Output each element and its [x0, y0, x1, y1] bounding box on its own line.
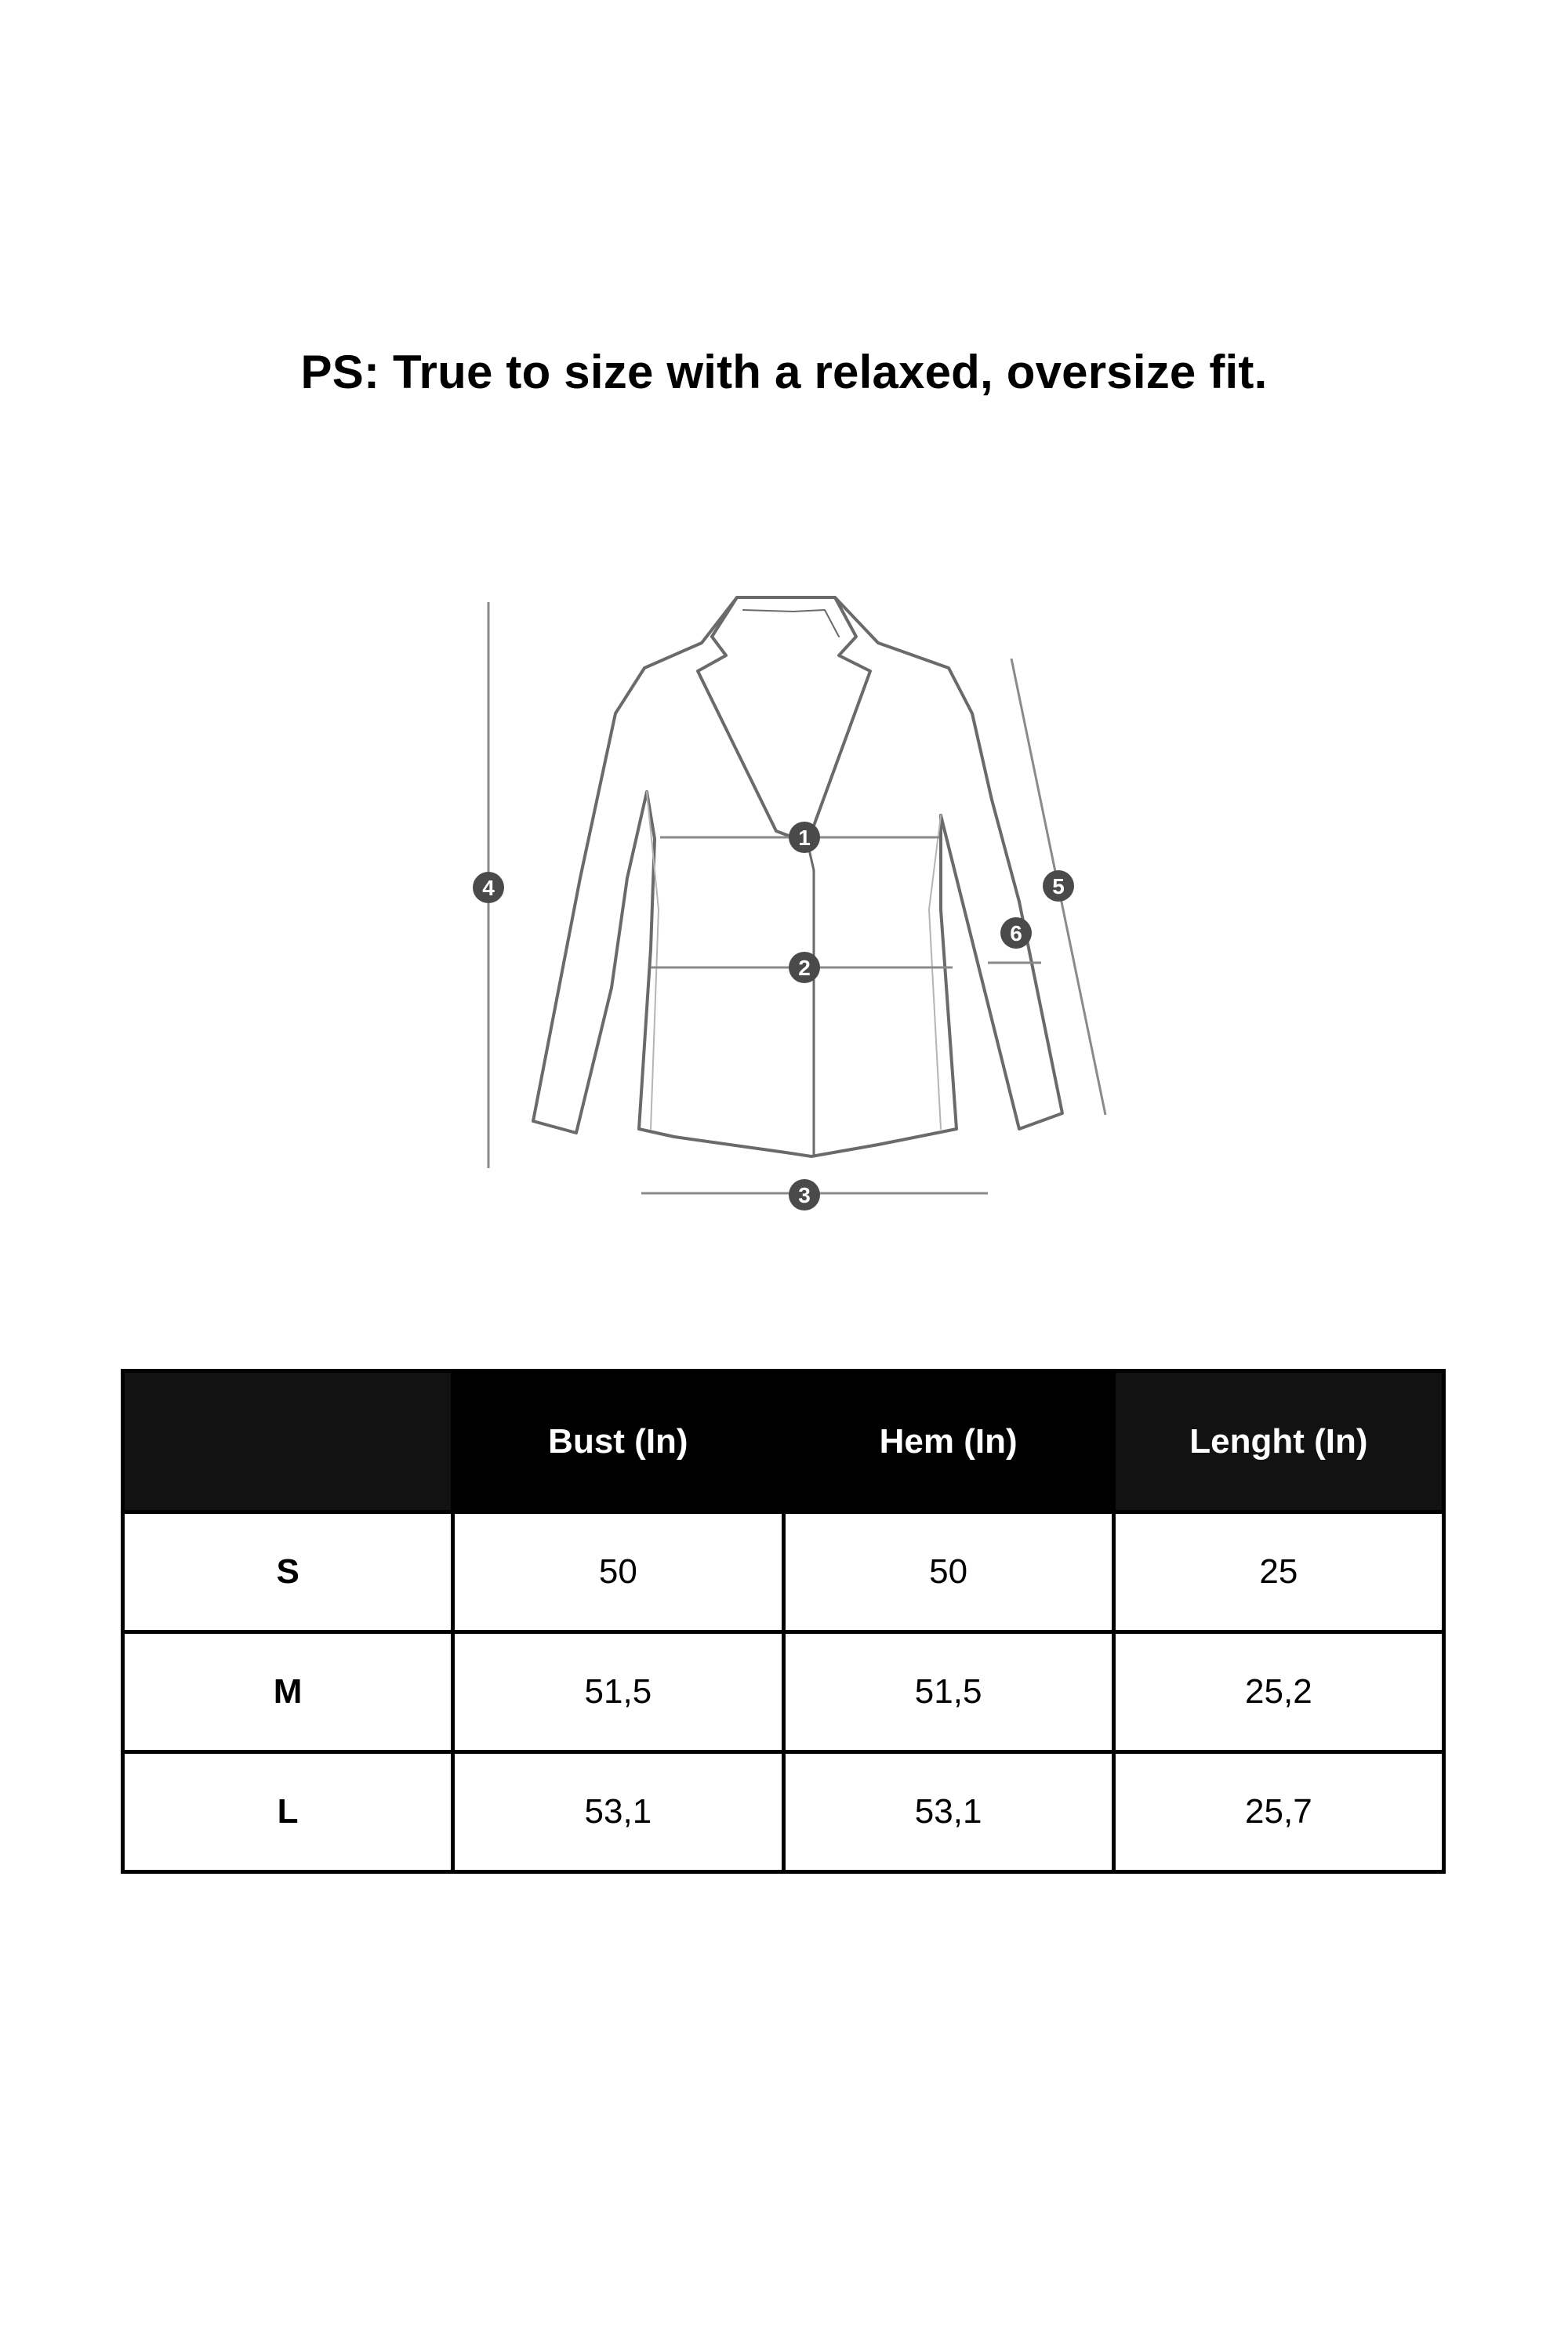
- marker-1-label: 1: [798, 826, 811, 850]
- table-row: [123, 1512, 1444, 1632]
- table-header-row: [123, 1371, 1444, 1512]
- center-front-line: [808, 843, 814, 1156]
- header-hem: Hem (In): [783, 1371, 1113, 1512]
- size-cell: M: [123, 1632, 453, 1752]
- length-cell: 25,2: [1113, 1632, 1443, 1752]
- collar-inner: [743, 610, 839, 637]
- bust-cell: 51,5: [453, 1632, 783, 1752]
- header-bust: Bust (In): [453, 1371, 783, 1512]
- marker-5-label: 5: [1052, 874, 1065, 898]
- jacket-measurement-diagram: [439, 580, 1145, 1223]
- header-size: [123, 1371, 453, 1512]
- fit-note: PS: True to size with a relaxed, oversize fit.: [300, 346, 1268, 398]
- size-chart-table: [121, 1369, 1446, 1874]
- bust-cell: 53,1: [453, 1752, 783, 1872]
- marker-3-label: 3: [798, 1183, 811, 1207]
- marker-4-label: 4: [482, 876, 495, 900]
- hem-cell: 51,5: [783, 1632, 1113, 1752]
- marker-6-label: 6: [1010, 921, 1022, 946]
- length-cell: 25,7: [1113, 1752, 1443, 1872]
- marker-2-label: 2: [798, 956, 811, 980]
- side-seam-right: [929, 815, 941, 1129]
- bust-cell: 50: [453, 1512, 783, 1632]
- lapel-right: [808, 597, 870, 843]
- table-row: [123, 1752, 1444, 1872]
- jacket-body-outline: [533, 597, 1062, 1156]
- header-length: Lenght (In): [1113, 1371, 1443, 1512]
- lapel-left: [698, 597, 808, 843]
- size-cell: L: [123, 1752, 453, 1872]
- size-cell: S: [123, 1512, 453, 1632]
- hem-cell: 50: [783, 1512, 1113, 1632]
- hem-cell: 53,1: [783, 1752, 1113, 1872]
- table-row: [123, 1632, 1444, 1752]
- length-cell: 25: [1113, 1512, 1443, 1632]
